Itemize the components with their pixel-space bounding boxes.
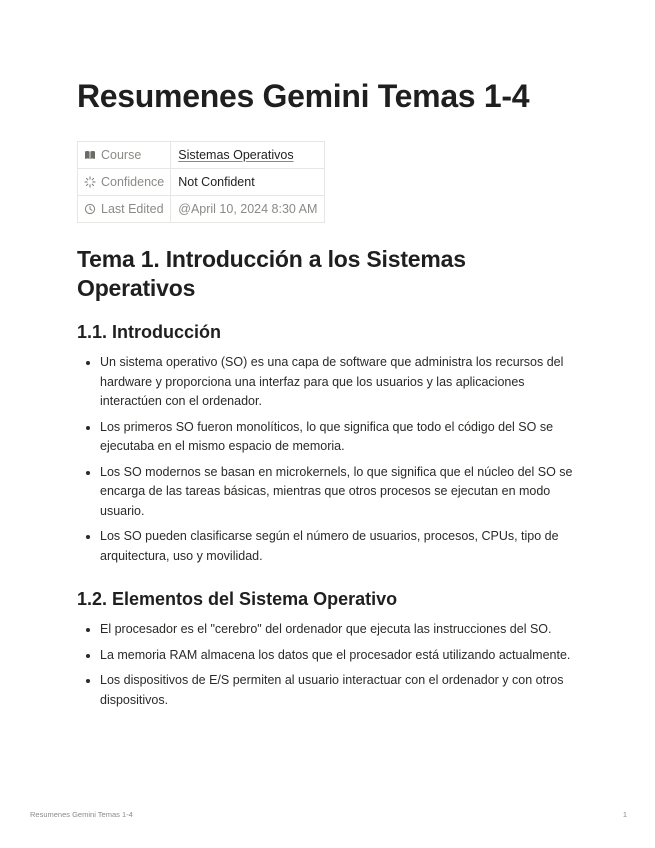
properties-table	[77, 141, 325, 223]
list-item: La memoria RAM almacena los datos que el procesador está utilizando actualmente.	[77, 646, 587, 666]
list-item: Los SO pueden clasificarse según el número de usuarios, procesos, CPUs, tipo de arquitectura, uso y movilidad.	[77, 527, 587, 566]
subsection-heading-1-2: 1.2. Elementos del Sistema Operativo	[77, 589, 398, 609]
list-item: Los SO modernos se basan en microkernels, lo que significa que el núcleo del SO se encarga de las tareas básicas, mientras que otros procesos se ejecutan en modo usuario.	[77, 463, 587, 522]
property-value-confidence[interactable]: Not Confident	[171, 169, 325, 196]
subsection-heading-1-1: 1.1. Introducción	[77, 322, 222, 342]
list-item: El procesador es el "cerebro" del ordenador que ejecuta las instrucciones del SO.	[77, 620, 587, 640]
property-row-course	[78, 142, 325, 169]
property-row-last-edited	[78, 196, 325, 223]
book-icon	[84, 149, 96, 161]
property-label: Confidence	[101, 175, 165, 189]
page-title: Resumenes Gemini Temas 1-4	[77, 78, 530, 114]
clock-icon	[84, 203, 96, 215]
property-value-last-edited: @April 10, 2024 8:30 AM	[171, 196, 325, 223]
list-item: Un sistema operativo (SO) es una capa de software que administra los recursos del hardware y proporciona una interfaz para que los usuarios y las aplicaciones interactúen con el ordenador.	[77, 353, 587, 412]
bullet-list-1-2	[77, 620, 587, 716]
loading-icon	[84, 176, 96, 188]
property-value-course[interactable]	[171, 142, 325, 169]
course-link[interactable]: Sistemas Operativos	[178, 148, 294, 162]
list-item: Los dispositivos de E/S permiten al usuario interactuar con el ordenador y con otros dispositivos.	[77, 671, 587, 710]
property-name-last-edited	[78, 196, 171, 223]
property-name-course	[78, 142, 171, 169]
section-heading-tema-1: Tema 1. Introducción a los Sistemas Operativos	[77, 246, 466, 301]
list-item: Los primeros SO fueron monolíticos, lo que significa que todo el código del SO se ejecutaba en el mismo espacio de memoria.	[77, 418, 587, 457]
footer-title: Resumenes Gemini Temas 1-4	[30, 810, 133, 819]
property-name-confidence	[78, 169, 171, 196]
property-label: Course	[101, 148, 142, 162]
footer-page-number: 1	[622, 810, 627, 819]
property-label: Last Edited	[101, 202, 164, 216]
property-row-confidence	[78, 169, 325, 196]
bullet-list-1-1	[77, 353, 587, 572]
